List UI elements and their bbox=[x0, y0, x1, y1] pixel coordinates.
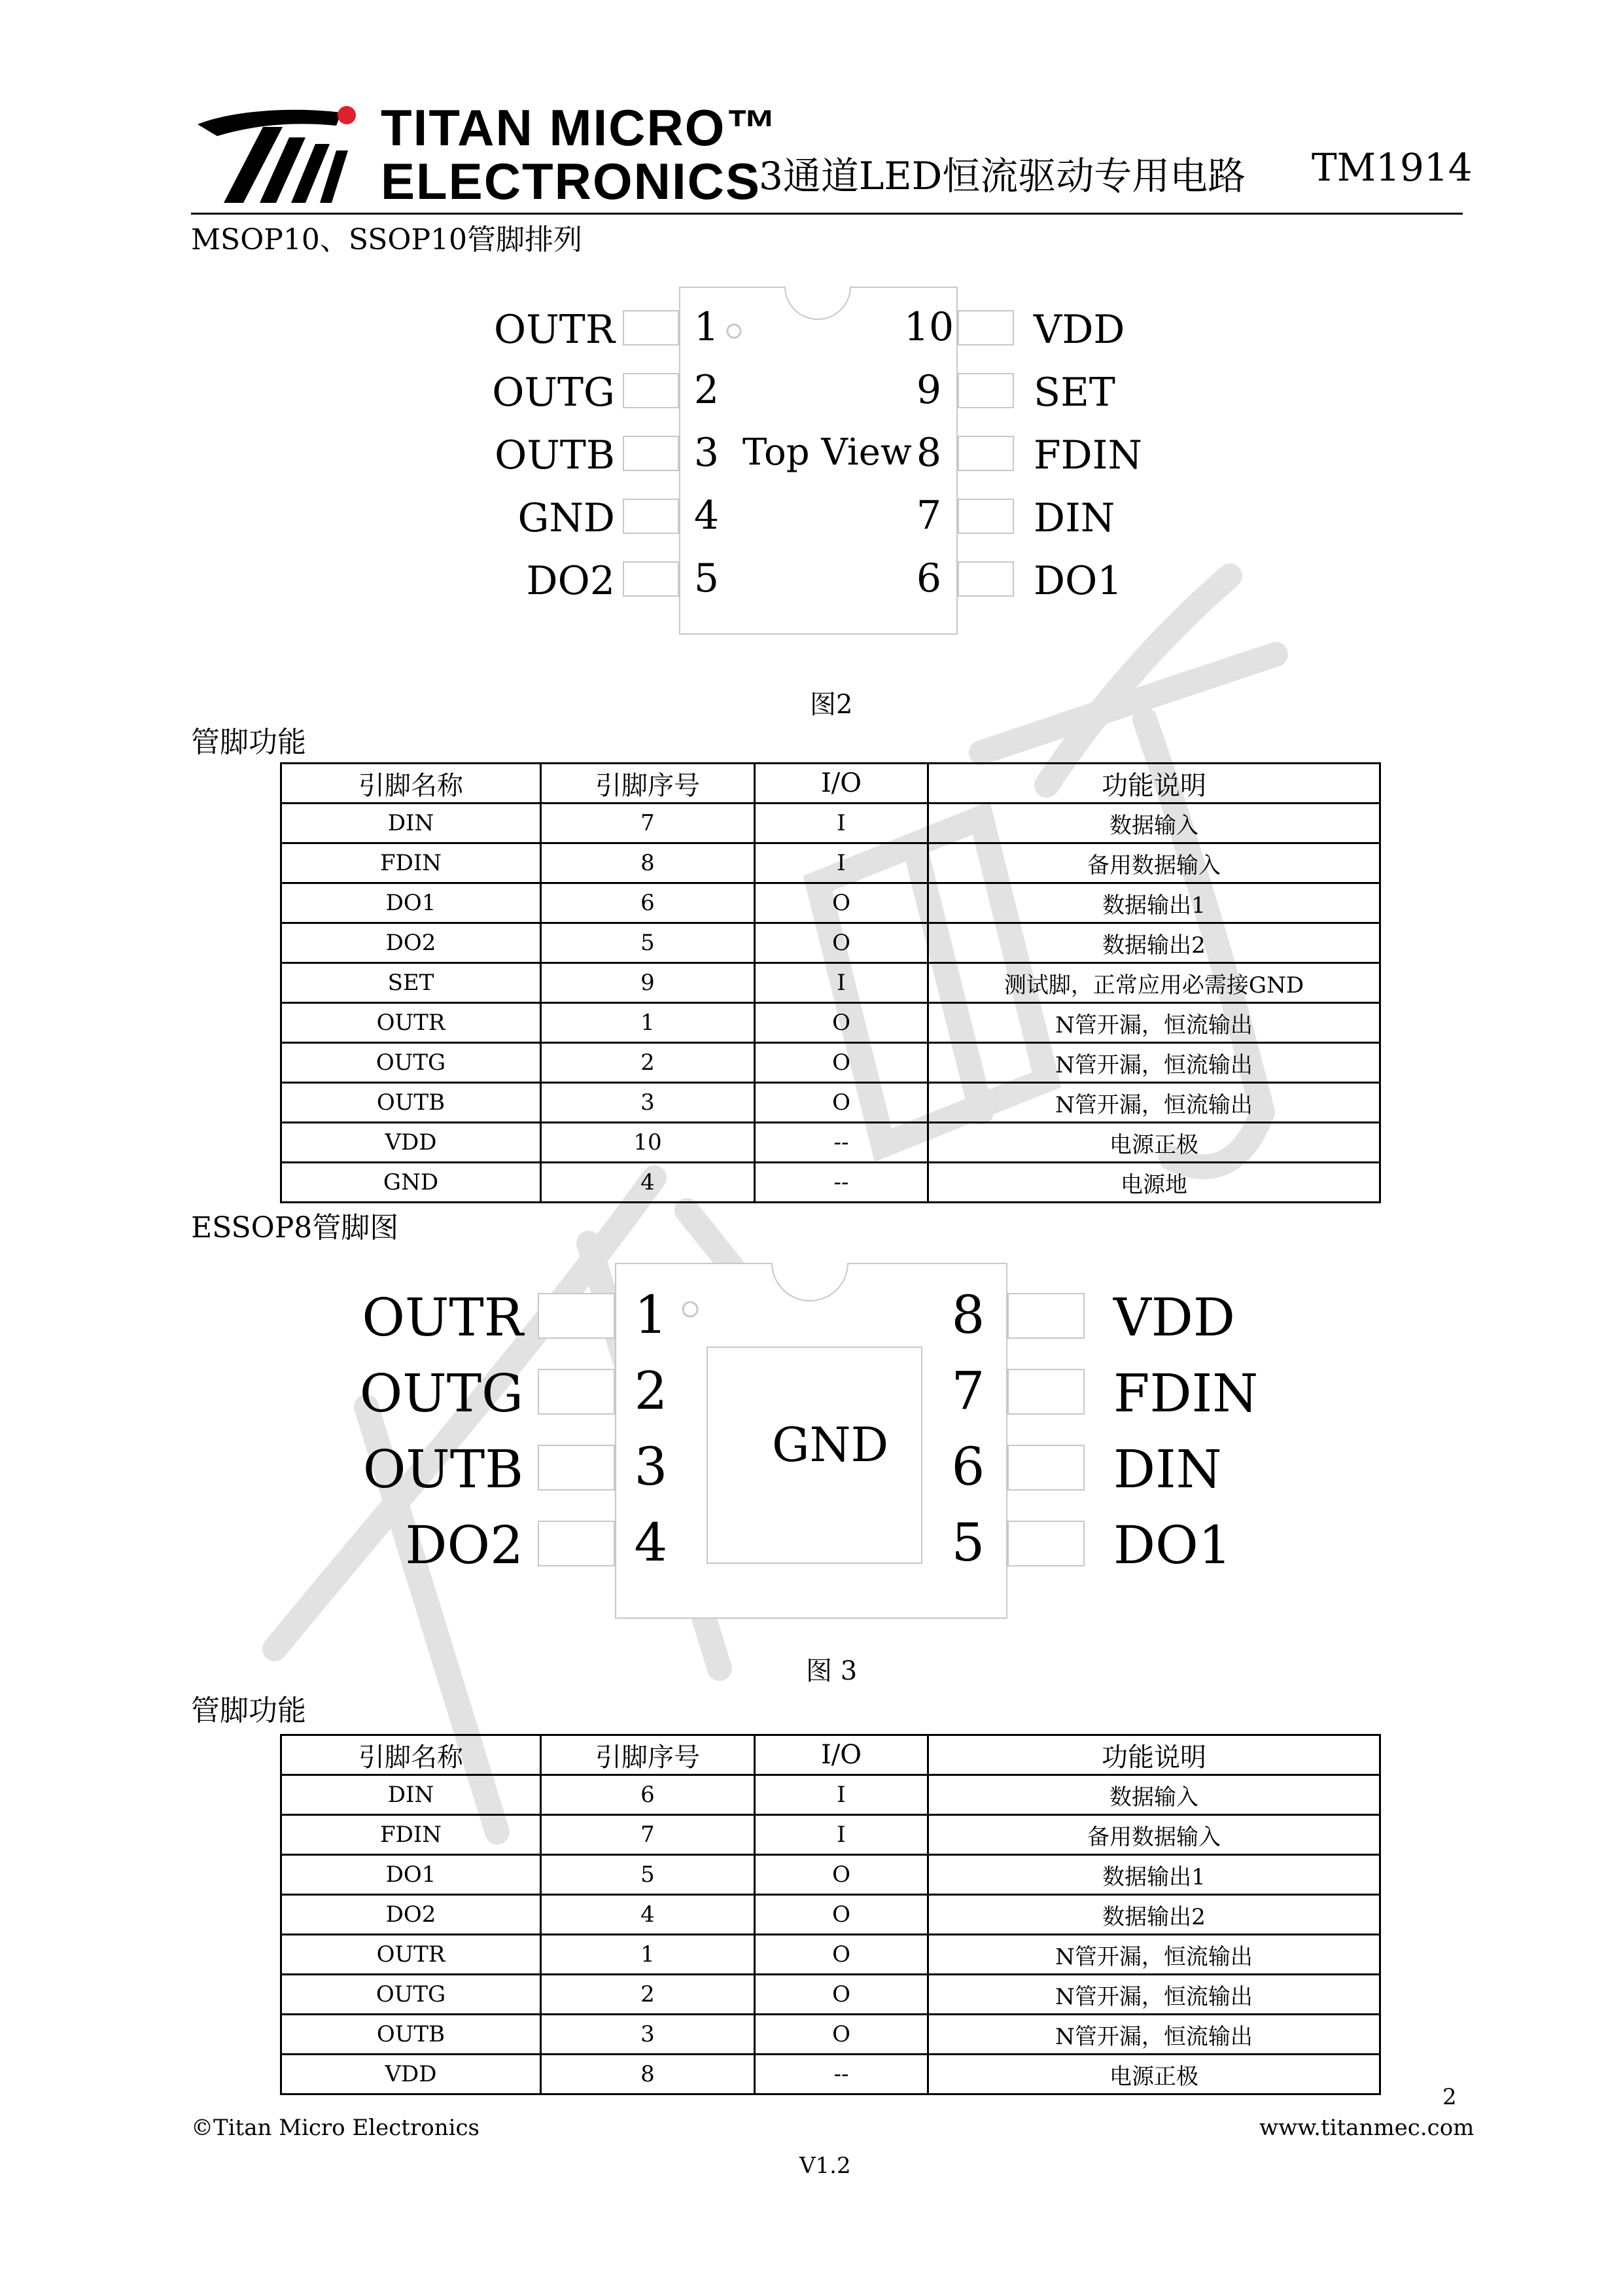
pin-number: 1 bbox=[634, 1284, 668, 1345]
table-cell: O bbox=[755, 1043, 928, 1083]
table-cell: DO2 bbox=[281, 923, 541, 963]
pin-stub bbox=[1007, 1445, 1085, 1491]
table-cell: 1 bbox=[541, 1003, 755, 1043]
table-cell: GND bbox=[281, 1163, 541, 1203]
section-title-pin-function: 管脚功能 bbox=[191, 726, 306, 759]
table-cell: I bbox=[755, 963, 928, 1003]
pin-label: GND bbox=[517, 495, 615, 541]
table-cell: 8 bbox=[541, 843, 755, 883]
table-row bbox=[281, 923, 1380, 963]
pin-stub bbox=[538, 1445, 615, 1491]
table-cell: OUTG bbox=[281, 1043, 541, 1083]
table-cell: 4 bbox=[541, 1895, 755, 1935]
table-header-row bbox=[281, 764, 1380, 804]
pin-label: DIN bbox=[1034, 495, 1115, 541]
pin-number: 8 bbox=[951, 1284, 985, 1345]
table-cell: 7 bbox=[541, 1815, 755, 1855]
table-cell: OUTB bbox=[281, 2015, 541, 2055]
notch-icon bbox=[771, 1263, 849, 1305]
notch-icon bbox=[784, 287, 852, 323]
pin-stub bbox=[538, 1369, 615, 1415]
table-cell: 10 bbox=[541, 1123, 755, 1163]
pin-stub bbox=[958, 499, 1014, 534]
table-cell: FDIN bbox=[281, 1815, 541, 1855]
table-cell: 备用数据输入 bbox=[928, 1815, 1380, 1855]
pin-function-table-1 bbox=[280, 762, 1381, 1203]
table-cell: O bbox=[755, 923, 928, 963]
pin-stub bbox=[1007, 1521, 1085, 1566]
section-title-essop8: ESSOP8管脚图 bbox=[191, 1211, 399, 1245]
table-row bbox=[281, 804, 1380, 843]
pin-stub bbox=[623, 373, 679, 408]
table-cell: O bbox=[755, 1895, 928, 1935]
table-cell: 数据输出1 bbox=[928, 883, 1380, 923]
pin1-marker-icon bbox=[725, 322, 743, 340]
pin-number: 4 bbox=[693, 493, 720, 539]
table-cell: N管开漏，恒流输出 bbox=[928, 1083, 1380, 1123]
table-cell: 测试脚，正常应用必需接GND bbox=[928, 963, 1380, 1003]
pin-number: 10 bbox=[903, 304, 954, 350]
pin-stub bbox=[958, 310, 1014, 345]
table-cell: 6 bbox=[541, 1775, 755, 1815]
table-row bbox=[281, 1935, 1380, 1975]
table-cell: VDD bbox=[281, 2055, 541, 2094]
pin-stub bbox=[623, 310, 679, 345]
pin-label: DO2 bbox=[405, 1515, 523, 1576]
pin-label: OUTR bbox=[494, 307, 615, 353]
pin-label: FDIN bbox=[1034, 433, 1142, 478]
gnd-pad-label: GND bbox=[772, 1417, 889, 1472]
copyright-text: ©Titan Micro Electronics bbox=[191, 2115, 480, 2141]
table-cell: 2 bbox=[541, 1975, 755, 2015]
table-cell: 3 bbox=[541, 1083, 755, 1123]
pin1-marker-icon bbox=[680, 1299, 700, 1319]
table-cell: 8 bbox=[541, 2055, 755, 2094]
pin-number: 8 bbox=[916, 430, 942, 476]
pin-stub bbox=[623, 436, 679, 471]
pin-number: 5 bbox=[951, 1512, 985, 1573]
logo-line2: ELECTRONICS bbox=[381, 152, 761, 210]
page-number: 2 bbox=[1442, 2084, 1457, 2110]
website-link[interactable]: www.titanmec.com bbox=[1259, 2115, 1475, 2141]
table-cell: 数据输入 bbox=[928, 1775, 1380, 1815]
table-cell: OUTB bbox=[281, 1083, 541, 1123]
pin-number: 2 bbox=[634, 1360, 668, 1421]
table-cell: VDD bbox=[281, 1123, 541, 1163]
table-row bbox=[281, 1975, 1380, 2015]
table-header: 功能说明 bbox=[928, 764, 1380, 804]
pin-label: DIN bbox=[1113, 1439, 1222, 1500]
table-cell: DO1 bbox=[281, 1855, 541, 1895]
table-header: 引脚名称 bbox=[281, 764, 541, 804]
table-cell: O bbox=[755, 1975, 928, 2015]
table-cell: I bbox=[755, 804, 928, 843]
pin-stub bbox=[958, 373, 1014, 408]
pin-number: 6 bbox=[951, 1436, 985, 1497]
table-cell: -- bbox=[755, 2055, 928, 2094]
table-row bbox=[281, 1163, 1380, 1203]
essop8-pinout-diagram bbox=[359, 1263, 1259, 1629]
table-cell: 备用数据输入 bbox=[928, 843, 1380, 883]
table-cell: SET bbox=[281, 963, 541, 1003]
table-cell: I bbox=[755, 1815, 928, 1855]
pin-number: 1 bbox=[693, 304, 720, 350]
tm-logo-icon bbox=[191, 98, 374, 209]
table-cell: 7 bbox=[541, 804, 755, 843]
table-cell: OUTR bbox=[281, 1003, 541, 1043]
company-logo bbox=[191, 98, 778, 210]
pin-number: 2 bbox=[693, 367, 720, 413]
pin-label: OUTR bbox=[362, 1287, 523, 1348]
table-row bbox=[281, 1123, 1380, 1163]
table-row bbox=[281, 1043, 1380, 1083]
table-cell: 数据输出2 bbox=[928, 923, 1380, 963]
msop10-pinout-diagram bbox=[492, 281, 1142, 648]
pin-stub bbox=[623, 499, 679, 534]
table-cell: N管开漏，恒流输出 bbox=[928, 1975, 1380, 2015]
section-title-msop10: MSOP10、SSOP10管脚排列 bbox=[191, 223, 583, 256]
pin-label: OUTG bbox=[359, 1363, 523, 1424]
table-row bbox=[281, 843, 1380, 883]
table-cell: O bbox=[755, 1083, 928, 1123]
pin-label: SET bbox=[1034, 370, 1115, 415]
pin-stub bbox=[958, 436, 1014, 471]
pin-number: 4 bbox=[634, 1512, 668, 1573]
table-cell: 数据输出1 bbox=[928, 1855, 1380, 1895]
table-header: 引脚序号 bbox=[541, 1735, 755, 1775]
pin-number: 6 bbox=[916, 556, 942, 601]
pin-number: 9 bbox=[916, 367, 942, 413]
pin-label: DO2 bbox=[526, 558, 615, 604]
table-header-row bbox=[281, 1735, 1380, 1775]
pin-stub bbox=[538, 1521, 615, 1566]
section-title-pin-function: 管脚功能 bbox=[191, 1694, 306, 1727]
table-row bbox=[281, 1895, 1380, 1935]
table-cell: DIN bbox=[281, 804, 541, 843]
table-row bbox=[281, 1815, 1380, 1855]
pin-stub bbox=[958, 561, 1014, 597]
table-cell: OUTR bbox=[281, 1935, 541, 1975]
table-row bbox=[281, 1775, 1380, 1815]
pin-number: 3 bbox=[693, 430, 720, 476]
table-cell: 1 bbox=[541, 1935, 755, 1975]
pin-stub bbox=[1007, 1369, 1085, 1415]
figure-caption: 图2 bbox=[810, 690, 853, 720]
model-number: TM1914 bbox=[1312, 145, 1473, 190]
document-title: 3通道LED恒流驱动专用电路 bbox=[759, 154, 1246, 198]
header-divider bbox=[191, 213, 1463, 215]
table-header: 功能说明 bbox=[928, 1735, 1380, 1775]
table-cell: 电源正极 bbox=[928, 2055, 1380, 2094]
table-row bbox=[281, 2055, 1380, 2094]
logo-line1: TITAN MICRO™ bbox=[381, 99, 778, 156]
table-cell: I bbox=[755, 1775, 928, 1815]
pin-number: 7 bbox=[951, 1360, 985, 1421]
pin-label: FDIN bbox=[1113, 1363, 1259, 1424]
table-cell: 电源正极 bbox=[928, 1123, 1380, 1163]
table-cell: 6 bbox=[541, 883, 755, 923]
table-row bbox=[281, 963, 1380, 1003]
table-cell: DIN bbox=[281, 1775, 541, 1815]
table-cell: 9 bbox=[541, 963, 755, 1003]
table-cell: N管开漏，恒流输出 bbox=[928, 2015, 1380, 2055]
table-header: I/O bbox=[755, 764, 928, 804]
table-cell: FDIN bbox=[281, 843, 541, 883]
figure-caption: 图 3 bbox=[806, 1656, 858, 1686]
table-cell: 数据输入 bbox=[928, 804, 1380, 843]
pin-label: OUTB bbox=[362, 1439, 523, 1500]
pin-label: OUTG bbox=[492, 370, 615, 415]
pin-stub bbox=[623, 561, 679, 597]
table-cell: 5 bbox=[541, 923, 755, 963]
pin-label: VDD bbox=[1034, 307, 1125, 353]
pin-label: OUTB bbox=[495, 433, 615, 478]
table-cell: O bbox=[755, 1935, 928, 1975]
table-cell: 2 bbox=[541, 1043, 755, 1083]
pin-label: DO1 bbox=[1113, 1515, 1232, 1576]
table-cell: N管开漏，恒流输出 bbox=[928, 1043, 1380, 1083]
table-cell: OUTG bbox=[281, 1975, 541, 2015]
pin-function-table-2 bbox=[280, 1734, 1381, 2095]
table-header: I/O bbox=[755, 1735, 928, 1775]
pin-label: DO1 bbox=[1034, 558, 1123, 604]
table-cell: I bbox=[755, 843, 928, 883]
pin-stub bbox=[538, 1293, 615, 1339]
table-cell: N管开漏，恒流输出 bbox=[928, 1935, 1380, 1975]
pin-number: 5 bbox=[693, 556, 720, 601]
pin-label: VDD bbox=[1113, 1287, 1236, 1348]
top-view-label: Top View bbox=[742, 431, 912, 474]
table-cell: 4 bbox=[541, 1163, 755, 1203]
pin-number: 7 bbox=[916, 493, 942, 539]
table-cell: O bbox=[755, 1855, 928, 1895]
table-row bbox=[281, 883, 1380, 923]
pin-number: 3 bbox=[634, 1436, 668, 1497]
table-cell: -- bbox=[755, 1123, 928, 1163]
version-label: V1.2 bbox=[799, 2153, 851, 2179]
table-row bbox=[281, 1003, 1380, 1043]
table-cell: 3 bbox=[541, 2015, 755, 2055]
table-cell: DO1 bbox=[281, 883, 541, 923]
table-cell: 5 bbox=[541, 1855, 755, 1895]
table-cell: 数据输出2 bbox=[928, 1895, 1380, 1935]
table-header: 引脚名称 bbox=[281, 1735, 541, 1775]
table-row bbox=[281, 2015, 1380, 2055]
table-cell: O bbox=[755, 883, 928, 923]
table-row bbox=[281, 1855, 1380, 1895]
table-cell: DO2 bbox=[281, 1895, 541, 1935]
table-row bbox=[281, 1083, 1380, 1123]
table-cell: -- bbox=[755, 1163, 928, 1203]
table-cell: O bbox=[755, 1003, 928, 1043]
table-header: 引脚序号 bbox=[541, 764, 755, 804]
table-cell: O bbox=[755, 2015, 928, 2055]
table-cell: N管开漏，恒流输出 bbox=[928, 1003, 1380, 1043]
table-cell: 电源地 bbox=[928, 1163, 1380, 1203]
pin-stub bbox=[1007, 1293, 1085, 1339]
